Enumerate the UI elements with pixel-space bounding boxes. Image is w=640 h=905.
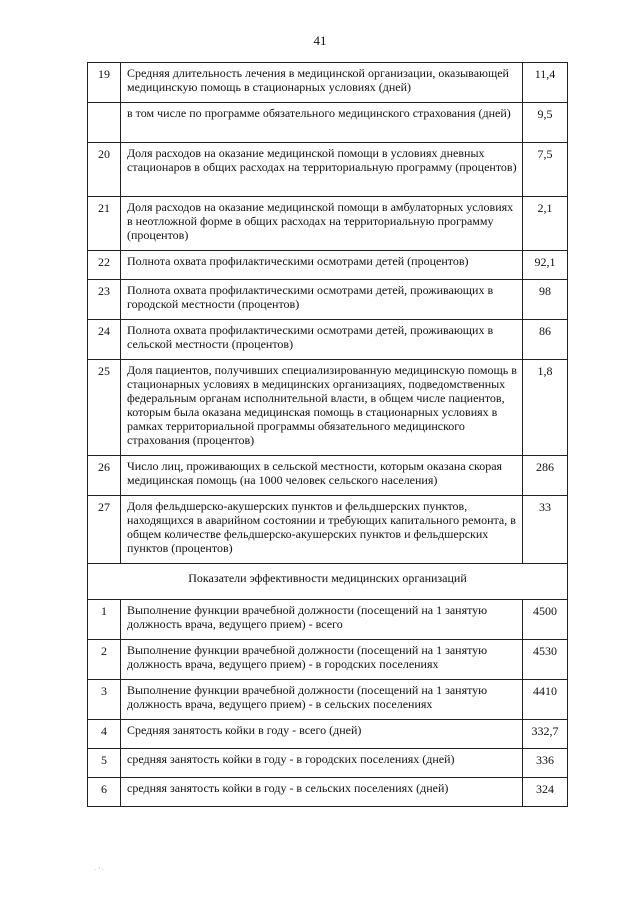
table-row xyxy=(88,456,568,496)
row-value: 86 xyxy=(523,320,568,360)
row-description: Доля фельдшерско-акушерских пунктов и фельдшерских пунктов, находящихся в аварийном состоянии и требующих капитального ремонта, в общем количестве фельдшерско-акушерских пунктов и фельдшерских пунктов (процентов) xyxy=(121,496,523,564)
row-number: 2 xyxy=(88,640,121,680)
row-description: Полнота охвата профилактическими осмотрами детей, проживающих в сельской местности (процентов) xyxy=(121,320,523,360)
row-description: Выполнение функции врачебной должности (посещений на 1 занятую должность врача, ведущего прием) - в городских поселениях xyxy=(121,640,523,680)
table-row xyxy=(88,197,568,251)
row-value: 11,4 xyxy=(523,63,568,103)
row-value: 92,1 xyxy=(523,251,568,280)
row-number: 1 xyxy=(88,600,121,640)
row-description: средняя занятость койки в году - в городских поселениях (дней) xyxy=(121,749,523,778)
row-description: Выполнение функции врачебной должности (посещений на 1 занятую должность врача, ведущего прием) - в сельских поселениях xyxy=(121,680,523,720)
table-row xyxy=(88,320,568,360)
row-value: 336 xyxy=(523,749,568,778)
row-description: Доля расходов на оказание медицинской помощи в условиях дневных стационаров в общих расходах на территориальную программу (процентов) xyxy=(121,143,523,197)
table-row xyxy=(88,778,568,807)
row-value: 4500 xyxy=(523,600,568,640)
row-description: Доля расходов на оказание медицинской помощи в амбулаторных условиях в неотложной форме в общих расходах на территориальную программу (процентов) xyxy=(121,197,523,251)
row-number: 25 xyxy=(88,360,121,456)
table-row xyxy=(88,143,568,197)
row-number: 23 xyxy=(88,280,121,320)
row-value: 324 xyxy=(523,778,568,807)
row-description: Выполнение функции врачебной должности (посещений на 1 занятую должность врача, ведущего прием) - всего xyxy=(121,600,523,640)
row-value: 4410 xyxy=(523,680,568,720)
row-number: 26 xyxy=(88,456,121,496)
row-value: 286 xyxy=(523,456,568,496)
row-value: 33 xyxy=(523,496,568,564)
row-description: Средняя длительность лечения в медицинской организации, оказывающей медицинскую помощь в стационарных условиях (дней) xyxy=(121,63,523,103)
row-number: 5 xyxy=(88,749,121,778)
row-value: 98 xyxy=(523,280,568,320)
row-number: 6 xyxy=(88,778,121,807)
row-number: 24 xyxy=(88,320,121,360)
row-number: 4 xyxy=(88,720,121,749)
section-header-row xyxy=(88,564,568,600)
row-value: 4530 xyxy=(523,640,568,680)
row-number: 20 xyxy=(88,143,121,197)
row-number: 27 xyxy=(88,496,121,564)
scan-artifact-mark: · ’ · xyxy=(94,866,104,874)
row-value: 2,1 xyxy=(523,197,568,251)
row-description: Полнота охвата профилактическими осмотрами детей, проживающих в городской местности (процентов) xyxy=(121,280,523,320)
row-description: средняя занятость койки в году - в сельских поселениях (дней) xyxy=(121,778,523,807)
row-value: 1,8 xyxy=(523,360,568,456)
row-value: 7,5 xyxy=(523,143,568,197)
table-row xyxy=(88,640,568,680)
page-number: 41 xyxy=(313,33,327,48)
table-row xyxy=(88,496,568,564)
row-value: 332,7 xyxy=(523,720,568,749)
table-row xyxy=(88,63,568,103)
table-row xyxy=(88,720,568,749)
section-title: Показатели эффективности медицинских организаций xyxy=(88,564,568,600)
table-row xyxy=(88,280,568,320)
row-number xyxy=(88,103,121,143)
indicators-table xyxy=(87,62,568,807)
table-row xyxy=(88,251,568,280)
row-number: 19 xyxy=(88,63,121,103)
table-row xyxy=(88,600,568,640)
row-number: 3 xyxy=(88,680,121,720)
row-number: 21 xyxy=(88,197,121,251)
row-description: Доля пациентов, получивших специализированную медицинскую помощь в стационарных условиях в медицинских организациях, подведомственных федеральным органам исполнительной власти, в общем числе пациентов, которым была оказана медицинская помощь в стационарных условиях в рамках территориальной программы обязательного медицинского страхования (процентов) xyxy=(121,360,523,456)
table-row xyxy=(88,360,568,456)
table-row xyxy=(88,749,568,778)
row-description: Полнота охвата профилактическими осмотрами детей (процентов) xyxy=(121,251,523,280)
row-value: 9,5 xyxy=(523,103,568,143)
row-number: 22 xyxy=(88,251,121,280)
row-description: в том числе по программе обязательного медицинского страхования (дней) xyxy=(121,103,523,143)
row-description: Средняя занятость койки в году - всего (дней) xyxy=(121,720,523,749)
table-row xyxy=(88,680,568,720)
table-row xyxy=(88,103,568,143)
row-description: Число лиц, проживающих в сельской местности, которым оказана скорая медицинская помощь (на 1000 человек сельского населения) xyxy=(121,456,523,496)
